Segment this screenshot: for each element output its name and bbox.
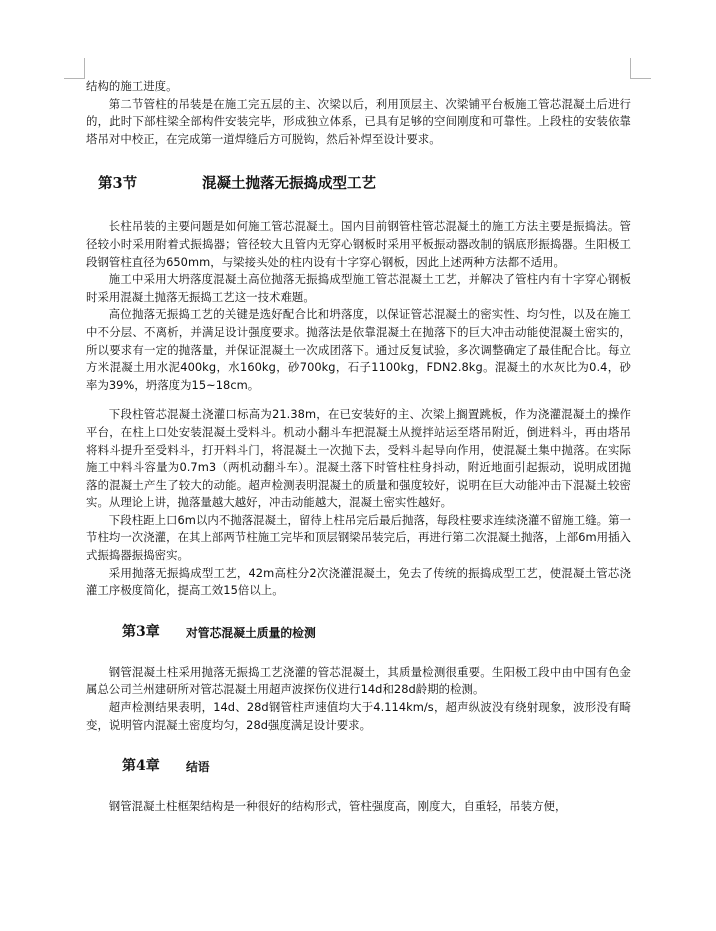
chapter-heading xyxy=(122,756,631,776)
paragraph: 第二节管柱的吊装是在施工完五层的主、次梁以后，利用顶层主、次梁铺平台板施工管芯混凝土后进行的，此时下部柱梁全部构件安装完毕，形成独立体系，已具有足够的空间刚度和可靠性。上段柱的安装依靠塔吊对中校正，在完成第一道焊缝后方可脱钩，然后补焊至设计要求。 xyxy=(86,96,631,146)
chapter-title: 对管芯混凝土质量的检测 xyxy=(186,625,316,640)
section-title: 混凝土抛落无振捣成型工艺 xyxy=(202,175,376,193)
chapter-title: 结语 xyxy=(186,760,210,775)
page-corner-mark-top-left xyxy=(64,58,85,79)
paragraph: 下段柱管芯混凝土浇灌口标高为21.38m，在已安装好的主、次梁上搁置跳板，作为浇灌混凝土的操作平台，在柱上口处安装混凝土受料斗。机动小翻斗车把混凝土从搅拌站运至塔吊附近，倒进料斗，再由塔吊将料斗提升至受料斗，打开料斗门，将混凝土一次抛下去，受料斗起导向作用，使混凝土集中抛落。在实际施工中料斗容量为0.7m3（两机动翻斗车）。混凝土落下时管柱柱身抖动，附近地面引起振动，说明成团抛落的混凝土产生了较大的动能。超声检测表明混凝土的质量和强度较好，说明在巨大动能冲击下混凝土较密实。从理论上讲，抛落量越大越好，冲击动能越大，混凝土密实性越好。 xyxy=(86,407,631,510)
paragraph: 采用抛落无振捣成型工艺，42m高柱分2次浇灌混凝土，免去了传统的振捣成型工艺，使混凝土管芯浇灌工序极度简化，提高工效15倍以上。 xyxy=(86,565,631,598)
paragraph: 钢管混凝土柱框架结构是一种很好的结构形式，管柱强度高，刚度大，自重轻，吊装方便， xyxy=(108,799,567,814)
section-number: 第3节 xyxy=(98,175,138,193)
chapter-number: 第4章 xyxy=(122,758,160,775)
paragraph: 钢管混凝土柱采用抛落无振捣工艺浇灌的管芯混凝土，其质量检测很重要。生阳极工段中由中国有色金属总公司兰州建研所对管芯混凝土用超声波探伤仪进行14d和28d龄期的检测。 xyxy=(86,664,631,697)
page-corner-mark-top-right xyxy=(630,58,651,79)
paragraph: 高位抛落无振捣工艺的关键是选好配合比和坍落度，以保证管芯混凝土的密实性、均匀性，以及在施工中不分层、不离析，并满足设计强度要求。抛落法是依靠混凝土在抛落下的巨大冲击动能使混凝土密实的，所以要求有一定的抛落量，并保证混凝土一次成团落下。通过反复试验，多次调整确定了最佳配合比。每立方米混凝土用水泥400kg，水160kg，砂700kg，石子1100kg，FDN2.8kg。混凝土的水灰比为0.4，砂率为39%，坍落度为15~18cm。 xyxy=(86,307,631,392)
paragraph: 超声检测结果表明，14d、28d钢管柱声速值均大于4.114km/s，超声纵波没有绕射现象，波形没有畸变，说明管内混凝土密度均匀，28d强度满足设计要求。 xyxy=(86,700,631,732)
page-content xyxy=(86,78,631,816)
chapter-heading xyxy=(122,622,631,642)
paragraph: 下段柱距上口6m以内不抛落混凝土，留待上柱吊完后最后抛落，每段柱要求连续浇灌不留施工缝。第一节柱均一次浇灌，在其上部两节柱施工完毕和顶层钢梁吊装完后，再进行第二次混凝土抛落，上部6m用插入式振捣器振捣密实。 xyxy=(86,512,631,563)
paragraph: 长柱吊装的主要问题是如何施工管芯混凝土。国内目前钢管柱管芯混凝土的施工方法主要是振捣法。管径较小时采用附着式振捣器；管径较大且管内无穿心钢板时采用平板振动器改制的锅底形振捣器。生阳极工段钢管柱直径为650mm，与梁接头处的柱内设有十字穿心钢板，因此上述两种方法都不适用。 xyxy=(86,219,631,269)
section-heading xyxy=(98,174,631,194)
paragraph: 施工中采用大坍落度混凝土高位抛落无振捣成型施工管芯混凝土工艺，并解决了管柱内有十字穿心钢板时采用混凝土抛落无振捣工艺这一技术难题。 xyxy=(86,272,631,304)
paragraph: 结构的施工进度。 xyxy=(86,79,178,93)
chapter-number: 第3章 xyxy=(122,623,160,640)
